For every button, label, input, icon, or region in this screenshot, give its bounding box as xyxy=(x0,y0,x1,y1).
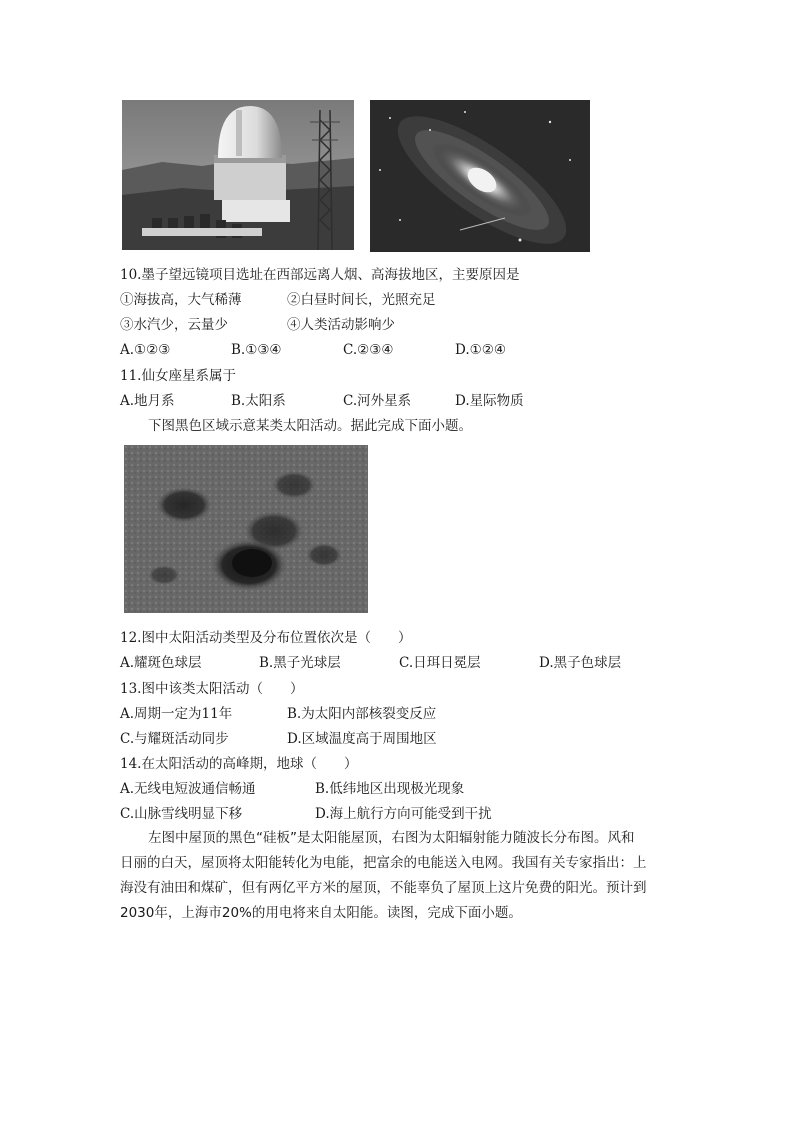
q11-option-a[interactable]: A.地月系 xyxy=(120,393,175,409)
q11-option-c[interactable]: C.河外星系 xyxy=(343,393,412,409)
q10-option-c[interactable]: C.②③④ xyxy=(343,342,394,358)
q12-stem: 12.图中太阳活动类型及分布位置依次是（ ） xyxy=(120,630,412,646)
q13-option-b[interactable]: B.为太阳内部核裂变反应 xyxy=(287,706,437,722)
q10-option-a[interactable]: A.①②③ xyxy=(120,342,171,358)
q13-stem: 13.图中该类太阳活动（ ） xyxy=(120,681,304,697)
q10-statement-3: ③水汽少，云量少 xyxy=(120,317,228,333)
q13-option-d[interactable]: D.区域温度高于周围地区 xyxy=(287,731,437,747)
sunspot-photo xyxy=(124,445,368,613)
q10-statement-4: ④人类活动影响少 xyxy=(287,317,395,333)
q14-stem: 14.在太阳活动的高峰期，地球（ ） xyxy=(120,756,358,772)
q10-option-d[interactable]: D.①②④ xyxy=(455,342,506,358)
q12-option-b[interactable]: B.黑子光球层 xyxy=(259,655,341,671)
q12-option-a[interactable]: A.耀斑色球层 xyxy=(120,655,202,671)
galaxy-icon xyxy=(370,100,590,252)
galaxy-photo xyxy=(370,100,590,252)
q12-option-d[interactable]: D.黑子色球层 xyxy=(539,655,622,671)
q11-option-b[interactable]: B.太阳系 xyxy=(231,393,286,409)
q11-option-d[interactable]: D.星际物质 xyxy=(455,393,524,409)
q10-stem: 10.墨子望远镜项目选址在西部远离人烟、高海拔地区，主要原因是 xyxy=(120,267,520,283)
q11-stem: 11.仙女座星系属于 xyxy=(120,368,236,384)
intro-sunspot: 下图黑色区域示意某类太阳活动。据此完成下面小题。 xyxy=(148,418,472,434)
q13-option-c[interactable]: C.与耀斑活动同步 xyxy=(120,731,229,747)
q14-option-a[interactable]: A.无线电短波通信畅通 xyxy=(120,781,256,797)
q14-option-b[interactable]: B.低纬地区出现极光现象 xyxy=(315,781,465,797)
q13-option-a[interactable]: A.周期一定为11年 xyxy=(120,706,233,722)
sunspot-icon xyxy=(124,445,368,613)
q10-statement-1: ①海拔高，大气稀薄 xyxy=(120,292,242,308)
q14-option-c[interactable]: C.山脉雪线明显下移 xyxy=(120,806,243,822)
q14-option-d[interactable]: D.海上航行方向可能受到干扰 xyxy=(315,806,492,822)
intro-solar-roof-line-2: 日丽的白天，屋顶将太阳能转化为电能，把富余的电能送入电网。我国有关专家指出：上 xyxy=(120,855,647,871)
q12-option-c[interactable]: C.日珥日冕层 xyxy=(399,655,481,671)
observatory-photo xyxy=(122,100,354,250)
intro-solar-roof-line-1: 左图中屋顶的黑色“硅板”是太阳能屋顶，右图为太阳辐射能力随波长分布图。风和 xyxy=(148,830,635,846)
q10-statement-2: ②白昼时间长，光照充足 xyxy=(287,292,436,308)
intro-solar-roof-line-4: 2030年，上海市20%的用电将来自太阳能。读图，完成下面小题。 xyxy=(120,905,522,921)
q10-option-b[interactable]: B.①③④ xyxy=(231,342,282,358)
intro-solar-roof-line-3: 海没有油田和煤矿，但有两亿平方米的屋顶，不能辜负了屋顶上这片免费的阳光。预计到 xyxy=(120,880,647,896)
observatory-dome-icon xyxy=(122,100,354,250)
